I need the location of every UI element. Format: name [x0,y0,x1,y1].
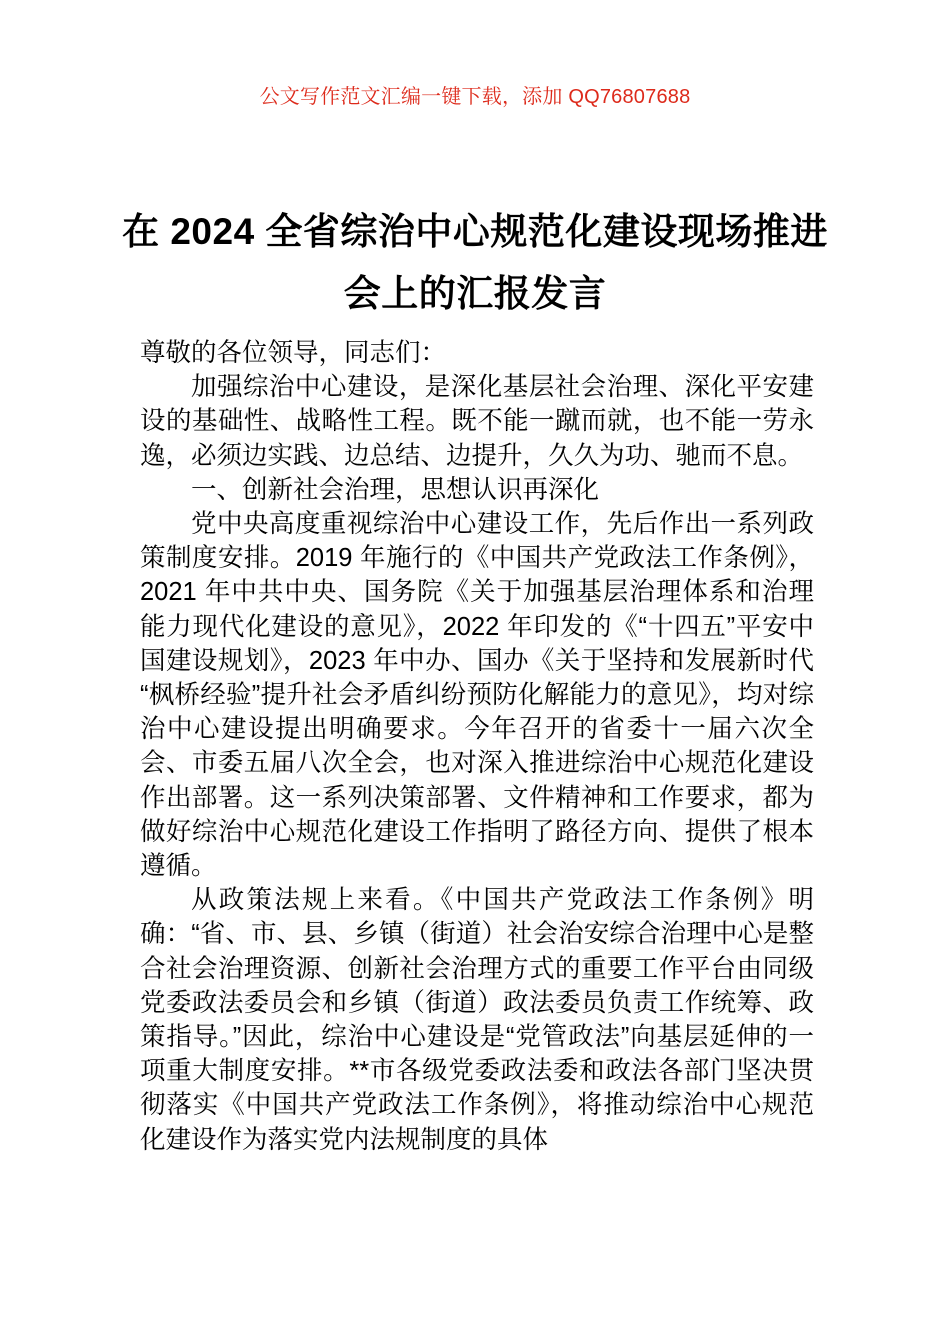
salutation: 尊敬的各位领导，同志们： [140,339,447,367]
paragraph-regulation: 从政策法规上来看。《中国共产党政法工作条例》明确：“省、市、县、乡镇（街道）社会治安综合治理中心是整合社会治理资源、创新社会治理方式的重要工作平台由同级党委政法委员会和乡镇（街道）政法委员负责工作统筹、政策指导。”因此，综治中心建设是“党管政法”向基层延伸的一项重大制度安排。**市各级党委政法委和政法各部门坚决贯彻落实《中国共产党政法工作条例》，将推动综治中心规范化建设作为落实党内法规制度的具体 [140,886,814,1154]
page-title: 在 2024 全省综治中心规范化建设现场推进会上的汇报发言 [122,210,828,314]
paragraph-opening: 加强综治中心建设，是深化基层社会治理、深化平安建设的基础性、战略性工程。既不能一蹴而就，也不能一劳永逸，必须边实践、边总结、边提升，久久为功、驰而不息。 [140,373,814,470]
promo-banner-text: 公文写作范文汇编一键下载，添加 QQ76807688 [259,86,691,108]
section-heading-1: 一、创新社会治理，思想认识再深化 [191,475,600,504]
paragraph-policy-history: 党中央高度重视综治中心建设工作，先后作出一系列政策制度安排。2019 年施行的《中国共产党政法工作条例》，2021 年中共中央、国务院《关于加强基层治理体系和治理能力现代化建设的意见》，2022 年印发的《“十四五”平安中国建设规划》，2023 年中办、国办《关于坚持和发展新时代“枫桥经验”提升社会矛盾纠纷预防化解能力的意见》，均对综治中心建设提出明确要求。今年召开的省委十一届六次全会、市委五届八次全会，也对深入推进综治中心规范化建设作出部署。这一系列决策部署、文件精神和工作要求，都为做好综治中心规范化建设工作指明了路径方向、提供了根本遵循。 [140,510,814,881]
document-body [140,336,814,1157]
